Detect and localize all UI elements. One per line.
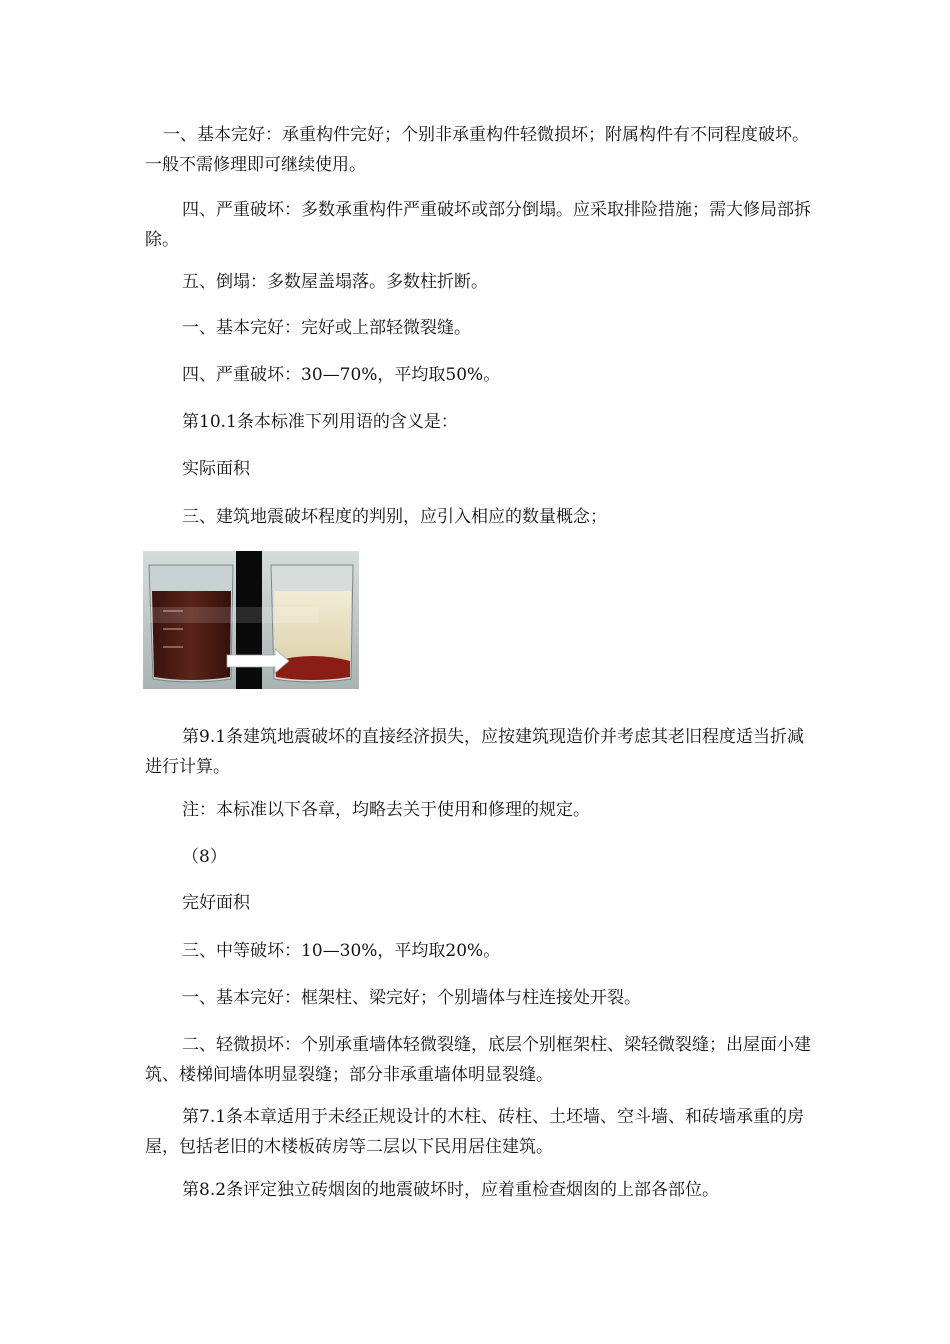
paragraph-16: 第7.1条本章适用于未经正规设计的木柱、砖柱、土坯墙、空斗墙、和砖墙承重的房屋，包括老旧的木楼板砖房等二层以下民用居住建筑。	[145, 1107, 805, 1157]
paragraph-4: 一、基本完好：完好或上部轻微裂缝。	[182, 318, 471, 338]
paragraph-8: 三、建筑地震破坏程度的判别，应引入相应的数量概念；	[182, 507, 607, 527]
paragraph-15: 二、轻微损坏：个别承重墙体轻微裂缝，底层个别框架柱、梁轻微裂缝；出屋面小建筑、楼梯间墙体明显裂缝；部分非承重墙体明显裂缝。	[145, 1035, 811, 1085]
paragraph-10: 注：本标准以下各章，均略去关于使用和修理的规定。	[182, 800, 590, 820]
beaker-photo	[143, 551, 359, 689]
paragraph-17: 第8.2条评定独立砖烟囱的地震破坏时，应着重检查烟囱的上部各部位。	[182, 1180, 720, 1200]
paragraph-14: 一、基本完好：框架柱、梁完好；个别墙体与柱连接处开裂。	[182, 988, 641, 1008]
paragraph-3: 五、倒塌：多数屋盖塌落。多数柱折断。	[182, 272, 488, 292]
paragraph-7: 实际面积	[182, 459, 250, 479]
paragraph-9: 第9.1条建筑地震破坏的直接经济损失，应按建筑现造价并考虑其老旧程度适当折减进行计算。	[145, 727, 805, 777]
paragraph-13: 三、中等破坏：10—30%，平均取20%。	[182, 941, 501, 961]
paragraph-2: 四、严重破坏：多数承重构件严重破坏或部分倒塌。应采取排险措施；需大修局部拆除。	[145, 200, 811, 250]
paragraph-5: 四、严重破坏：30—70%，平均取50%。	[182, 365, 501, 385]
paragraph-6: 第10.1条本标准下列用语的含义是：	[182, 412, 458, 432]
paragraph-11: （8）	[182, 847, 227, 867]
paragraph-12: 完好面积	[182, 893, 250, 913]
paragraph-1: 一、基本完好：承重构件完好；个别非承重构件轻微损坏；附属构件有不同程度破坏。一般不需修理即可继续使用。	[145, 125, 809, 175]
